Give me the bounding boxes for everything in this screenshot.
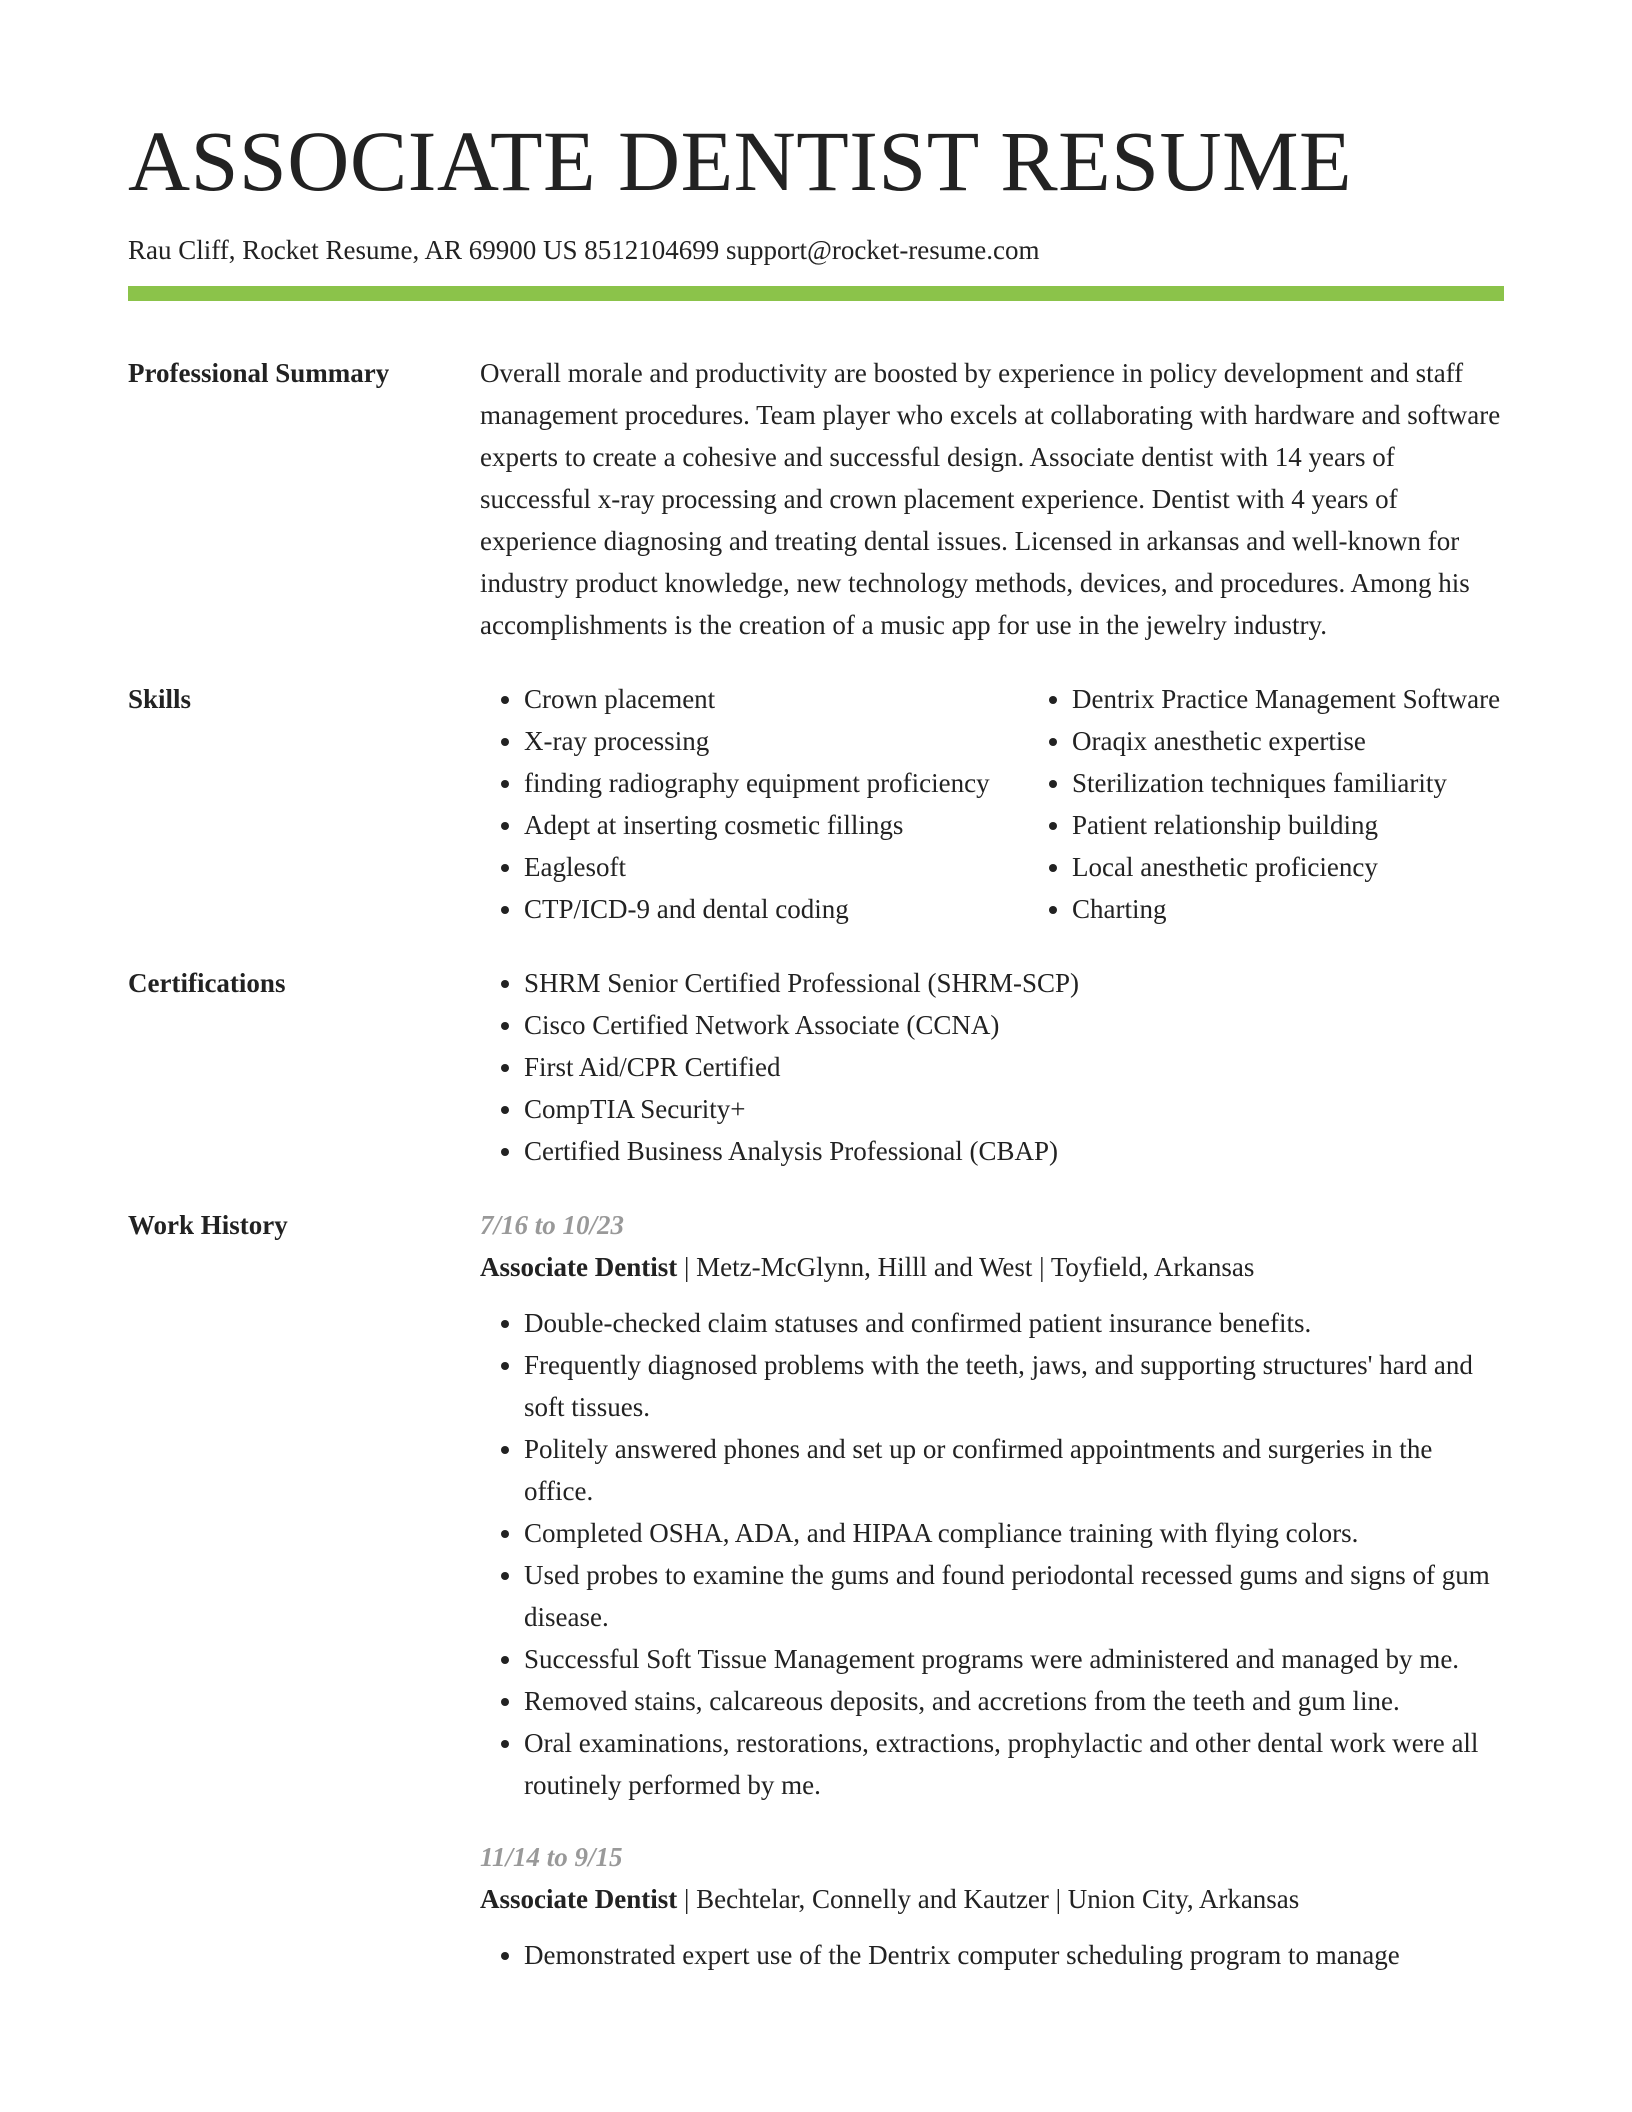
job-details: | Bechtelar, Connelly and Kautzer | Union City, Arkansas bbox=[677, 1884, 1300, 1914]
job-bullet: • Used probes to examine the gums and found periodontal recessed gums and signs of gum disease. bbox=[524, 1554, 1504, 1638]
summary-text: Overall morale and productivity are boosted by experience in policy development and staff management procedures. Team player who excels at collaborating with hardware and software experts to create a cohesive and successful design. Associate dentist with 14 years of successful x-ray processing and crown placement experience. Dentist with 4 years of experience diagnosing and treating dental issues. Licensed in arkansas and well-known for industry product knowledge, new technology methods, devices, and procedures. Among his accomplishments is the creation of a music app for use in the jewelry industry. bbox=[480, 358, 1501, 640]
skill-item: • Crown placement bbox=[524, 678, 1028, 720]
summary-label: Professional Summary bbox=[128, 358, 390, 388]
work-history-label: Work History bbox=[128, 1210, 288, 1240]
certification-item: • SHRM Senior Certified Professional (SHRM-SCP) bbox=[524, 962, 1504, 1004]
skill-item: • Adept at inserting cosmetic fillings bbox=[524, 804, 1028, 846]
job-bullet: • Oral examinations, restorations, extractions, prophylactic and other dental work were all routinely performed by me. bbox=[524, 1722, 1504, 1806]
certifications-list bbox=[480, 962, 1504, 1172]
job-details: | Metz-McGlynn, Hilll and West | Toyfield, Arkansas bbox=[677, 1252, 1255, 1282]
work-history-content bbox=[480, 1204, 1504, 2006]
skills-content bbox=[480, 678, 1504, 930]
job-date: 11/14 to 9/15 bbox=[480, 1842, 623, 1872]
resume-title: ASSOCIATE DENTIST RESUME bbox=[128, 113, 1353, 209]
skill-item: • X-ray processing bbox=[524, 720, 1028, 762]
skill-item: • Patient relationship building bbox=[1072, 804, 1504, 846]
job-title: Associate Dentist bbox=[480, 1884, 678, 1914]
certification-item: • CompTIA Security+ bbox=[524, 1088, 1504, 1130]
certifications-section bbox=[128, 962, 1504, 1172]
skill-item: • Eaglesoft bbox=[524, 846, 1028, 888]
skill-item: • finding radiography equipment proficiency bbox=[524, 762, 1028, 804]
job-bullet: • Successful Soft Tissue Management programs were administered and managed by me. bbox=[524, 1638, 1504, 1680]
job-bullet: • Frequently diagnosed problems with the teeth, jaws, and supporting structures' hard and soft tissues. bbox=[524, 1344, 1504, 1428]
certification-item: • First Aid/CPR Certified bbox=[524, 1046, 1504, 1088]
certification-item: • Cisco Certified Network Associate (CCNA) bbox=[524, 1004, 1504, 1046]
job-bullet: • Demonstrated expert use of the Dentrix computer scheduling program to manage bbox=[524, 1934, 1504, 1976]
summary-content bbox=[480, 352, 1504, 646]
certifications-label: Certifications bbox=[128, 968, 286, 998]
job-bullets bbox=[480, 1302, 1504, 1806]
job-date: 7/16 to 10/23 bbox=[480, 1210, 625, 1240]
certification-item: • Certified Business Analysis Professional (CBAP) bbox=[524, 1130, 1504, 1172]
summary-section bbox=[128, 352, 1504, 646]
job-bullet: • Double-checked claim statuses and confirmed patient insurance benefits. bbox=[524, 1302, 1504, 1344]
job-entry bbox=[480, 1204, 1504, 1806]
job-bullet: • Politely answered phones and set up or confirmed appointments and surgeries in the office. bbox=[524, 1428, 1504, 1512]
job-bullet: • Removed stains, calcareous deposits, and accretions from the teeth and gum line. bbox=[524, 1680, 1504, 1722]
skill-item: • Charting bbox=[1072, 888, 1504, 930]
skills-column-2 bbox=[1028, 678, 1504, 930]
skill-item: • Dentrix Practice Management Software bbox=[1072, 678, 1504, 720]
skill-item: • Sterilization techniques familiarity bbox=[1072, 762, 1504, 804]
job-role bbox=[480, 1878, 1504, 1920]
job-bullets bbox=[480, 1934, 1504, 1976]
contact-line: Rau Cliff, Rocket Resume, AR 69900 US 8512104699 support@rocket-resume.com bbox=[128, 235, 1040, 265]
work-history-section bbox=[128, 1204, 1504, 2006]
skills-column-1 bbox=[480, 678, 1028, 930]
resume-sections bbox=[128, 352, 1504, 2038]
skills-label: Skills bbox=[128, 684, 192, 714]
job-role bbox=[480, 1246, 1504, 1288]
skills-section bbox=[128, 678, 1504, 930]
job-bullet: • Completed OSHA, ADA, and HIPAA compliance training with flying colors. bbox=[524, 1512, 1504, 1554]
job-title: Associate Dentist bbox=[480, 1252, 678, 1282]
skill-item: • CTP/ICD-9 and dental coding bbox=[524, 888, 1028, 930]
header-divider bbox=[128, 286, 1504, 301]
skill-item: • Oraqix anesthetic expertise bbox=[1072, 720, 1504, 762]
certifications-content bbox=[480, 962, 1504, 1172]
job-entry bbox=[480, 1836, 1504, 1976]
skill-item: • Local anesthetic proficiency bbox=[1072, 846, 1504, 888]
